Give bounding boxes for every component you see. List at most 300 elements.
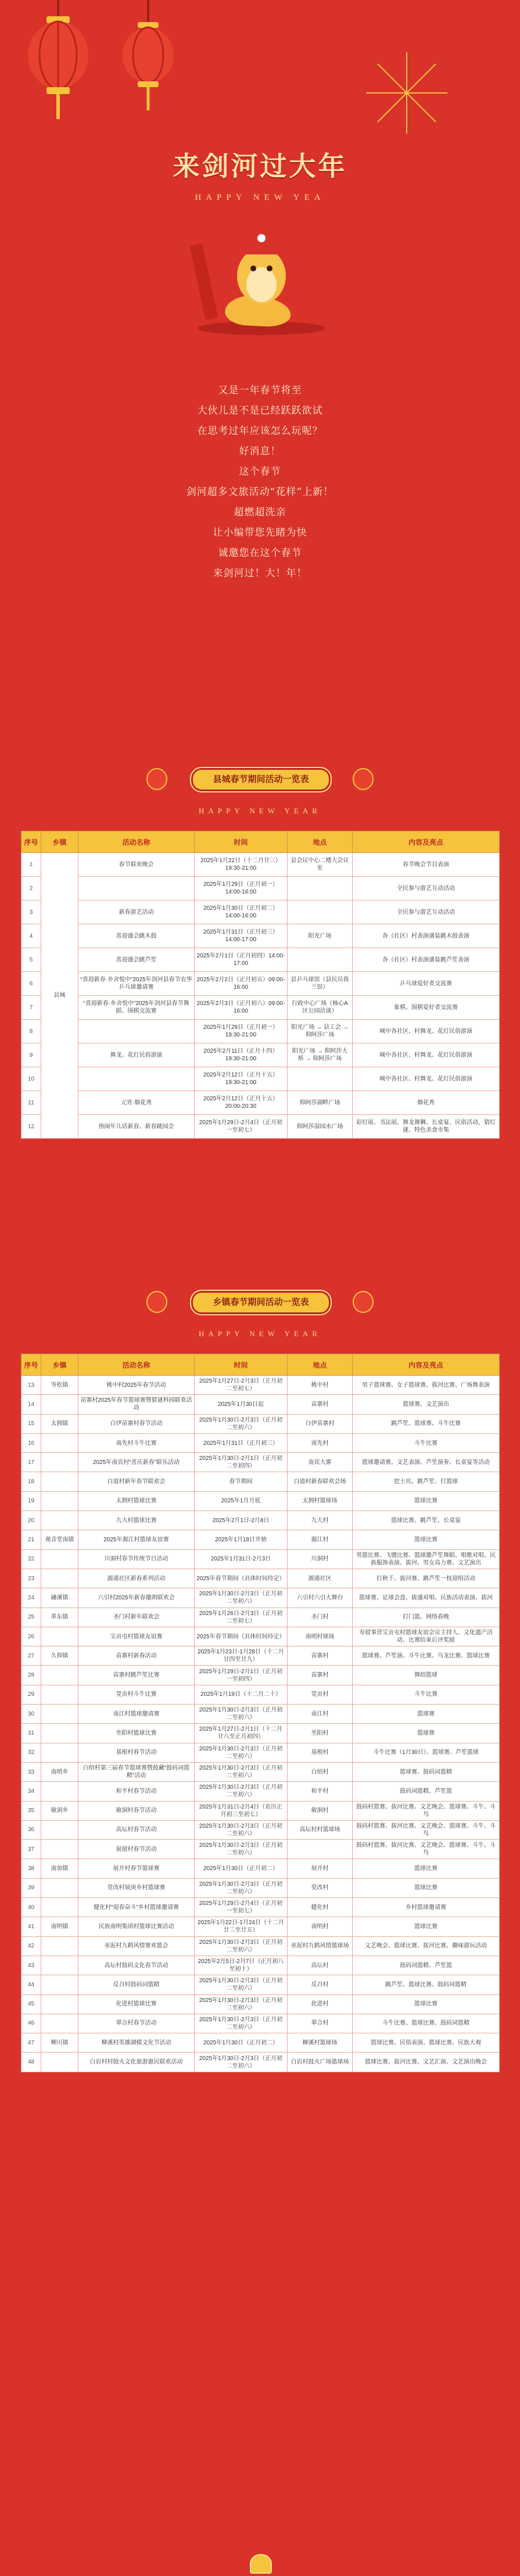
table-cell: 2025年1月19日（十二月二十） bbox=[195, 1685, 288, 1704]
table-row bbox=[21, 924, 500, 948]
table-cell: “喜迎新春·乡舍悦中”2025年剑河县春节舞蹈、围棋交流赛 bbox=[78, 996, 195, 1020]
table-cell: 跳芦笙、篮球赛、斗牛比赛 bbox=[353, 1414, 500, 1433]
table-cell: 2025年1月27日-2月1日（十二月廿八至正月初四） bbox=[195, 1724, 288, 1743]
table-cell: 25 bbox=[21, 1608, 41, 1627]
table-cell: 坐阳村篮球比赛 bbox=[78, 1724, 195, 1743]
table-cell: 30 bbox=[21, 1705, 41, 1724]
table-cell: 2025年2月2日（正月初五）09:00-16:00 bbox=[195, 972, 288, 996]
table-cell: 2025年1月30日-2月3日（正月初二至初六） bbox=[195, 1414, 288, 1433]
table-row bbox=[21, 1840, 500, 1859]
table-cell: 健化村“迎春奋斗”乡村篮球邀请赛 bbox=[78, 1898, 195, 1917]
table-row bbox=[21, 900, 500, 924]
hero-subtitle: HAPPY NEW YEA bbox=[195, 193, 325, 202]
table-cell: 2025年1月30日-2月3日（正月初二至初六） bbox=[195, 1994, 288, 2014]
table-cell: 乡村篮球邀请赛 bbox=[353, 1898, 500, 1917]
table-cell: 篮球邀请赛、文艺表演、芦笙演奏、长桌宴等活动 bbox=[353, 1453, 500, 1472]
table-cell: 九大村篮球比赛 bbox=[78, 1511, 195, 1530]
table-row bbox=[21, 1067, 500, 1091]
table-row bbox=[21, 1020, 500, 1043]
table-cell bbox=[78, 1067, 195, 1091]
table-cell: 元宵·烟花秀 bbox=[78, 1091, 195, 1115]
table-cell bbox=[41, 1569, 78, 1588]
table-cell: 2025年春节期间（具体时间待定） bbox=[195, 1627, 288, 1646]
table-row bbox=[21, 853, 500, 877]
table-cell: 2025年2月1日-2月8日 bbox=[195, 1511, 288, 1530]
section-title: 县城春节期间活动一览表 bbox=[190, 767, 332, 792]
table-row bbox=[21, 1646, 500, 1666]
table-cell: 象棋、围棋爱好者交流赛 bbox=[353, 996, 500, 1020]
table-cell: 巫泥村九鹤风情篮球场 bbox=[288, 1936, 353, 1956]
table-cell: 白伊苗寨村 bbox=[288, 1414, 353, 1433]
table-cell bbox=[41, 1898, 78, 1917]
table-cell bbox=[41, 1956, 78, 1975]
table-cell: 柳溪村篮球场 bbox=[288, 2033, 353, 2053]
table-cell: 巫泥村九鹤风情赛欢篮会 bbox=[78, 1936, 195, 1956]
table-cell: 南江村 bbox=[288, 1705, 353, 1724]
table-cell: 篮球赛 bbox=[353, 1724, 500, 1743]
table-row bbox=[21, 1414, 500, 1433]
table-cell: 柳川镇 bbox=[41, 2033, 78, 2053]
table-cell: 2025年春节期间（具体时间待定） bbox=[195, 1569, 288, 1588]
table-cell: 2025年1月31日-2月3日 bbox=[195, 1549, 288, 1569]
table-cell: 2025年1月30日-2月3日（正月初二至初六） bbox=[195, 1762, 288, 1781]
hero-banner bbox=[0, 0, 520, 325]
poem-line: 好消息！ bbox=[239, 446, 281, 457]
table-cell: 化进村篮球比赛 bbox=[78, 1994, 195, 2014]
table-row bbox=[21, 1588, 500, 1608]
column-header: 地点 bbox=[288, 1354, 353, 1376]
table-cell: 县会议中心二楼大会议室 bbox=[288, 853, 353, 877]
table-cell bbox=[41, 1936, 78, 1956]
column-header: 活动名称 bbox=[78, 1354, 195, 1376]
table-cell: 仰阿莎湿园水广场 bbox=[288, 1115, 353, 1139]
table-cell: 篮球比赛 bbox=[353, 1491, 500, 1511]
table-cell: 磻溪镇 bbox=[41, 1588, 78, 1608]
table-cell: 2025年1月30日-2月3日（正月初二至初六） bbox=[195, 1840, 288, 1859]
poem-line: 剑河超多文旅活动“花样”上新！ bbox=[186, 486, 334, 498]
snake-mascot-icon bbox=[174, 221, 349, 337]
table-cell: 2025年1月18日开始 bbox=[195, 1530, 288, 1549]
table-cell: 党贡村 bbox=[288, 1685, 353, 1704]
table-cell: 2025年1月31日（正月初三） bbox=[195, 1433, 288, 1452]
table-row bbox=[21, 1898, 500, 1917]
table-cell: 舞绍篮球 bbox=[353, 1666, 500, 1685]
table-row bbox=[21, 1685, 500, 1704]
table-cell: 白伊苗寨村春节活动 bbox=[78, 1414, 195, 1433]
table-cell: 19 bbox=[21, 1491, 41, 1511]
table-cell: 喜迎盛会跳芦笙 bbox=[78, 948, 195, 972]
table-cell: 2025年1月月底 bbox=[195, 1491, 288, 1511]
table-cell: 阳光广场 → 仰阿莎大桥 → 仰阿莎广场 bbox=[288, 1043, 353, 1067]
table-cell: 鼓码词篮精、芦笙篮 bbox=[353, 1956, 500, 1975]
table-cell: 2025年1月29日-2月4日（正月初一至初七） bbox=[195, 1898, 288, 1917]
table-cell: 川洞村 bbox=[288, 1549, 353, 1569]
table-cell: 37 bbox=[21, 1840, 41, 1859]
table-cell: 党贡村斗牛比赛 bbox=[78, 1685, 195, 1704]
table-cell: 观音堂南镇 bbox=[41, 1530, 78, 1549]
table-cell: 2025年1月31日（正月初三）14:00-17:00 bbox=[195, 924, 288, 948]
table-cell: 斗牛比赛（1月30日）、篮球赛、芦笙篮球 bbox=[353, 1743, 500, 1762]
table-cell: 白道村新春联欢会场 bbox=[288, 1472, 353, 1491]
table-cell bbox=[41, 2014, 78, 2033]
poem-line: 在思考过年应该怎么玩呢？ bbox=[197, 425, 323, 437]
table-row bbox=[21, 1936, 500, 1956]
table-cell: 14 bbox=[21, 1395, 41, 1414]
table-cell: 久仰镇 bbox=[41, 1646, 78, 1666]
table-cell: 斗牛比赛 bbox=[353, 1685, 500, 1704]
table-cell: 2025年1月30日-2月3日（正月初二至初六） bbox=[195, 1588, 288, 1608]
table-cell: 春节晚会节目表演 bbox=[353, 853, 500, 877]
section-title: 乡镇春节期间活动一览表 bbox=[190, 1290, 332, 1315]
poem-line: 超燃超洗亲 bbox=[234, 507, 286, 518]
table-cell: 南加镇 bbox=[41, 1859, 78, 1878]
table-cell bbox=[288, 1840, 353, 1859]
table-cell: 县城 bbox=[41, 853, 78, 1139]
table-cell: 舞龙、花灯民俗游演 bbox=[78, 1043, 195, 1067]
table-cell: 九大村 bbox=[288, 1511, 353, 1530]
table-cell: 31 bbox=[21, 1724, 41, 1743]
table-row bbox=[21, 2053, 500, 2072]
table-row bbox=[21, 948, 500, 972]
table-cell: 9 bbox=[21, 1043, 41, 1067]
table-cell: 城中各社区、村舞龙、花灯民俗游演 bbox=[353, 1020, 500, 1043]
table-cell: 2025年1月30日-2月3日（正月初二至初六） bbox=[195, 1975, 288, 1994]
lantern-icon bbox=[145, 1287, 168, 1316]
table-cell: 篮球赛 bbox=[353, 1705, 500, 1724]
table-row bbox=[21, 877, 500, 900]
table-cell: 篮球赛、文艺演出 bbox=[353, 1395, 500, 1414]
table-cell: 篮球比赛 bbox=[353, 1878, 500, 1897]
table-cell: 2025年1月30日-2月3日（正月初二至初六） bbox=[195, 1936, 288, 1956]
table-cell: 岑松镇 bbox=[41, 1376, 78, 1395]
table-cell bbox=[41, 1511, 78, 1530]
table-cell: 仰阿莎湖畔广场 bbox=[288, 1091, 353, 1115]
table-cell: 2025年1月30日-2月3日（正月初二至初六） bbox=[195, 2053, 288, 2072]
table-cell: 24 bbox=[21, 1588, 41, 1608]
table-cell: 乒乓球爱好者交流赛 bbox=[353, 972, 500, 996]
table-cell: 39 bbox=[21, 1878, 41, 1897]
table-row bbox=[21, 1859, 500, 1878]
table-cell: 各（社区）村表演盛装跳木鼓表演 bbox=[353, 924, 500, 948]
table-cell: 太拥村篮球比赛 bbox=[78, 1491, 195, 1511]
poem-line: 这个春节 bbox=[239, 466, 281, 478]
table-cell: 2025年1月22日-1月24日（十二月廿三至廿五） bbox=[195, 1917, 288, 1936]
table-row bbox=[21, 1043, 500, 1067]
table-cell: 16 bbox=[21, 1433, 41, 1452]
table-cell: 南江村篮球邀请赛 bbox=[78, 1705, 195, 1724]
table-cell: 圣门村新年联欢会 bbox=[78, 1608, 195, 1627]
table-cell: 白岩村鼓火广场篮球场 bbox=[288, 2053, 353, 2072]
table-cell: 35 bbox=[21, 1801, 41, 1820]
table-cell: 党改村 bbox=[288, 1878, 353, 1897]
table-cell bbox=[41, 1472, 78, 1491]
table-cell: 11 bbox=[21, 1091, 41, 1115]
table-row bbox=[21, 1627, 500, 1646]
table-cell: 41 bbox=[21, 1917, 41, 1936]
table-cell: 圣门村 bbox=[288, 1608, 353, 1627]
table-cell: 苗寨村2025年春节篮球赛暨猜谜科园联欢活动 bbox=[78, 1395, 195, 1414]
table-cell: 3 bbox=[21, 900, 41, 924]
table-cell: 17 bbox=[21, 1453, 41, 1472]
table-cell: 男子篮球赛、女子篮球赛、拔河比赛、广场舞表演 bbox=[353, 1376, 500, 1395]
table-cell: 和平村 bbox=[288, 1782, 353, 1801]
table-row bbox=[21, 1491, 500, 1511]
table-cell: 篮球比赛 bbox=[353, 1859, 500, 1878]
table-cell: 18 bbox=[21, 1472, 41, 1491]
table-cell: 10 bbox=[21, 1067, 41, 1091]
table-cell: 斗牛比赛、篮球比赛、鼓码词篮精 bbox=[353, 2014, 500, 2033]
table-cell bbox=[41, 1666, 78, 1685]
table-row bbox=[21, 1724, 500, 1743]
table-cell: 2025年1月30日-2月3日（正月初二至初六） bbox=[195, 2014, 288, 2033]
table-cell: 29 bbox=[21, 1685, 41, 1704]
table-cell: 2025年1月30日（正月初二） bbox=[195, 2033, 288, 2053]
table-cell: 篮球比赛 bbox=[353, 1994, 500, 2014]
firework-icon bbox=[360, 46, 453, 139]
table-cell: 文艺晚会、篮球比赛、拔河比赛、趣味游玩活动 bbox=[353, 1936, 500, 1956]
table-row bbox=[21, 1395, 500, 1414]
table-cell: 2025年1月30日-2月3日（正月初二至初六） bbox=[195, 1878, 288, 1897]
table-cell bbox=[41, 1685, 78, 1704]
table-cell: 县乒乓球馆（县民员我兰馆） bbox=[288, 972, 353, 996]
table-row bbox=[21, 1453, 500, 1472]
table-cell: 2025年1月30日（正月初二）14:00-16:00 bbox=[195, 900, 288, 924]
table-row bbox=[21, 1549, 500, 1569]
table-cell: 20 bbox=[21, 1511, 41, 1530]
table-cell: 2025年2月5日-2月7日（正月初八至初十） bbox=[195, 1956, 288, 1975]
column-header: 时间 bbox=[195, 831, 288, 853]
table-cell: 44 bbox=[21, 1975, 41, 1994]
table-cell: 8 bbox=[21, 1020, 41, 1043]
table-row bbox=[21, 2014, 500, 2033]
table-cell: 2025年源江村篮球友谊赛 bbox=[78, 1530, 195, 1549]
table-cell: 革东镇 bbox=[41, 1608, 78, 1627]
column-header: 乡镇 bbox=[41, 831, 78, 853]
table-cell: 各（社区）村表演盛装跳芦笙表演 bbox=[353, 948, 500, 972]
table-row bbox=[21, 1569, 500, 1588]
table-cell: 源通社区 bbox=[288, 1569, 353, 1588]
table-row bbox=[21, 1091, 500, 1115]
table-cell: 篮球赛、鼓码词篮精 bbox=[353, 1762, 500, 1781]
table-cell: 2025年1月29日（正月初一）14:00-16:00 bbox=[195, 877, 288, 900]
table-cell: 民族南明集团村篮球比赛活动 bbox=[78, 1917, 195, 1936]
table-cell: 川洞村春节传统节日活动 bbox=[78, 1549, 195, 1569]
table-cell: 柳溪村英雄湖模文化节活动 bbox=[78, 2033, 195, 2053]
table-cell: 2025年1月30日（正月初二） bbox=[195, 1859, 288, 1878]
table-cell bbox=[288, 900, 353, 924]
table-row bbox=[21, 972, 500, 996]
column-header: 序号 bbox=[21, 831, 41, 853]
table-cell: 展开村春节篮球赛 bbox=[78, 1859, 195, 1878]
table-cell bbox=[41, 1782, 78, 1801]
table-row bbox=[21, 1975, 500, 1994]
table-cell: 基根村春节活动 bbox=[78, 1743, 195, 1762]
table-cell: 篮球赛、足球会盘、拔盛对唱、民族活动表演、拔河 bbox=[353, 1588, 500, 1608]
table-cell: 5 bbox=[21, 948, 41, 972]
table-cell bbox=[288, 948, 353, 972]
table-cell: 28 bbox=[21, 1666, 41, 1685]
table-row bbox=[21, 1917, 500, 1936]
lantern-icon bbox=[352, 765, 375, 794]
table-cell: 春节联欢晚会 bbox=[78, 853, 195, 877]
table-cell: 2025年1月30日-2月3日（正月初二至初六） bbox=[195, 1820, 288, 1839]
table-cell bbox=[41, 1743, 78, 1762]
table-cell bbox=[41, 1627, 78, 1646]
table-cell: 阳光广场 → 县工会 → 仰阿莎广场 bbox=[288, 1020, 353, 1043]
table-cell: 白绍村 bbox=[288, 1762, 353, 1781]
table-cell: 26 bbox=[21, 1627, 41, 1646]
table-cell bbox=[41, 1491, 78, 1511]
column-header: 时间 bbox=[195, 1354, 288, 1376]
table-cell: 2025年1月30日起 bbox=[195, 1395, 288, 1414]
table-cell: 敏洞乡 bbox=[41, 1801, 78, 1820]
section-subtitle: HAPPY NEW YEAR bbox=[199, 1329, 321, 1338]
table-cell: 坐阳村 bbox=[288, 1724, 353, 1743]
section-banner bbox=[0, 761, 520, 825]
table-cell: 鼓码村篮赛、拔河比赛、文艺晚会、篮球赛、斗牛、斗鸟 bbox=[353, 1840, 500, 1859]
table-row bbox=[21, 1705, 500, 1724]
county-events-table bbox=[21, 831, 499, 1139]
table-cell: 热闹年儿话新春、新春跳园会 bbox=[78, 1115, 195, 1139]
table-row bbox=[21, 2033, 500, 2053]
table-cell: 党改村展庚乡村篮球赛 bbox=[78, 1878, 195, 1897]
table-cell: 城中各社区、村舞龙、花灯民俗游演 bbox=[353, 1067, 500, 1091]
table-cell: 34 bbox=[21, 1782, 41, 1801]
lantern-icon bbox=[23, 0, 93, 122]
table-cell: 36 bbox=[21, 1820, 41, 1839]
table-body bbox=[21, 1376, 500, 2072]
table-cell: 2025年1月29日-2月1日（正月初一至初四） bbox=[195, 1666, 288, 1685]
table-cell: 2025年2月12日（正月十五）20:00-20:30 bbox=[195, 1091, 288, 1115]
table-row bbox=[21, 1115, 500, 1139]
table-row bbox=[21, 1511, 500, 1530]
table-cell: 40 bbox=[21, 1898, 41, 1917]
table-row bbox=[21, 1608, 500, 1627]
table-cell: 白岩村村鼓火文化旅游惠民联欢活动 bbox=[78, 2053, 195, 2072]
table-cell: 全民参与游艺互动活动 bbox=[353, 877, 500, 900]
table-row bbox=[21, 1530, 500, 1549]
poem-line: 来剑河过！大！年！ bbox=[213, 568, 307, 579]
table-cell: 打秋千、拔河赛、跳芦笙一枝迎绢活动 bbox=[353, 1569, 500, 1588]
table-cell: 32 bbox=[21, 1743, 41, 1762]
table-cell: 南宾大寨 bbox=[288, 1453, 353, 1472]
table-cell: 敏洞村春节活动 bbox=[78, 1801, 195, 1820]
table-cell: 太拥村篮球场 bbox=[288, 1491, 353, 1511]
table-cell: 男篮比赛、飞毽比赛、篮球邀芦笙舞蹈、唱歌对唱、民族服饰表演、拔河、男女高力赛、文艺演出 bbox=[353, 1549, 500, 1569]
table-cell: 45 bbox=[21, 1994, 41, 2014]
table-cell: 南先村 bbox=[288, 1433, 353, 1452]
table-cell bbox=[41, 1840, 78, 1859]
table-cell: 33 bbox=[21, 1762, 41, 1781]
table-cell: 寿驳事营宝贡屯村篮球友谊会议主持人、文化遗产活动、比赛结束后评奖励 bbox=[353, 1627, 500, 1646]
table-row bbox=[21, 1433, 500, 1452]
table-cell: 鼓码村篮赛、拔河比赛、文艺晚会、篮球赛、斗牛、斗鸟 bbox=[353, 1801, 500, 1820]
table-cell bbox=[41, 1549, 78, 1569]
table-cell: 南明镇 bbox=[41, 1917, 78, 1936]
table-cell: 烟花秀 bbox=[353, 1091, 500, 1115]
table-cell: 篮球比赛 bbox=[353, 1917, 500, 1936]
poem-line: 让小编带您先睹为快 bbox=[213, 527, 307, 539]
table-cell: 城中各社区、村舞龙、花灯民俗游演 bbox=[353, 1043, 500, 1067]
poem-line: 又是一年春节将至 bbox=[218, 385, 302, 396]
table-cell: 苗寨村跳芦笙比赛 bbox=[78, 1666, 195, 1685]
table-row bbox=[21, 1666, 500, 1685]
table-cell: 43 bbox=[21, 1956, 41, 1975]
table-cell: 苗寨村新春活动 bbox=[78, 1646, 195, 1666]
table-cell: 2025年1月30日-2月1日（正月初二至初四） bbox=[195, 1453, 288, 1472]
table-cell: 鼓码词篮精、芦笙篮 bbox=[353, 1782, 500, 1801]
table-cell: 2 bbox=[21, 877, 41, 900]
table-cell bbox=[41, 1433, 78, 1452]
table-body bbox=[21, 853, 500, 1139]
township-events-table bbox=[21, 1354, 499, 2072]
table-cell bbox=[41, 1975, 78, 1994]
intro-poem bbox=[0, 381, 520, 584]
table-cell bbox=[41, 1724, 78, 1743]
section-banner bbox=[0, 1284, 520, 1348]
table-cell: 21 bbox=[21, 1530, 41, 1549]
table-cell: 13 bbox=[21, 1376, 41, 1395]
table-cell: 2025年2月11日（正月十四）19:30-21:00 bbox=[195, 1043, 288, 1067]
table-cell: 展开村 bbox=[288, 1859, 353, 1878]
table-cell: 篮球比赛、拔河比赛、文艺汇演、文艺演出晚会 bbox=[353, 2053, 500, 2072]
table-cell: 南哨村球场 bbox=[288, 1627, 353, 1646]
table-cell: 2025年1月23日-1月28日（十二月廿四至廿九） bbox=[195, 1646, 288, 1666]
hero-title: 来剑河过大年 bbox=[173, 150, 347, 182]
table-cell: 2025年1月26日-2月3日（正月初二至初七） bbox=[195, 1608, 288, 1627]
table-cell: 六引村六引大舞台 bbox=[288, 1588, 353, 1608]
table-cell: 2025年1月27日-2月3日（正月初二至初七） bbox=[195, 1376, 288, 1395]
table-cell: 基根村 bbox=[288, 1743, 353, 1762]
table-cell: 反召村鼓码词篮精 bbox=[78, 1975, 195, 1994]
table-cell: 苗寨村 bbox=[288, 1646, 353, 1666]
table-cell: 挖土坑、跳芦笙、打篮球 bbox=[353, 1472, 500, 1491]
column-header: 序号 bbox=[21, 1354, 41, 1376]
table-cell: 12 bbox=[21, 1115, 41, 1139]
table-cell bbox=[41, 1820, 78, 1839]
table-row bbox=[21, 1956, 500, 1975]
table-cell: 行政中心广场（核心A区公园洽谈） bbox=[288, 996, 353, 1020]
table-cell bbox=[78, 877, 195, 900]
table-cell: 46 bbox=[21, 2014, 41, 2033]
table-row bbox=[21, 1472, 500, 1491]
table-cell: 高坛村鼓码文化春节活动 bbox=[78, 1956, 195, 1975]
table-cell bbox=[288, 877, 353, 900]
table-cell: 桃中村 bbox=[288, 1376, 353, 1395]
table-cell: 白绍村第三届春节篮球赛暨鼓藏“鼓码词篮精”活动 bbox=[78, 1762, 195, 1781]
table-cell: 2025年2月12日（正月十五）19:30-21:00 bbox=[195, 1067, 288, 1091]
table-cell: 篮球比赛、跳芦笙、长桌宴 bbox=[353, 1511, 500, 1530]
table-row bbox=[21, 1782, 500, 1801]
table-cell bbox=[41, 1705, 78, 1724]
table-cell: 源江村 bbox=[288, 1530, 353, 1549]
table-cell: 2025年1月22日（十二月廿三）19:30-21:00 bbox=[195, 853, 288, 877]
table-cell: 和平村春节活动 bbox=[78, 1782, 195, 1801]
table-cell: 健化村 bbox=[288, 1898, 353, 1917]
table-cell: 白道村新年春节联欢会 bbox=[78, 1472, 195, 1491]
table-cell: 春节期间 bbox=[195, 1472, 288, 1491]
table-cell: 苗寨村 bbox=[288, 1666, 353, 1685]
table-cell: 22 bbox=[21, 1549, 41, 1569]
table-cell: 2025年1月29日（正月初一）19:30-21:00 bbox=[195, 1020, 288, 1043]
table-cell bbox=[41, 1878, 78, 1897]
poem-line: 大伙儿是不是已经跃跃欲试 bbox=[197, 405, 323, 417]
table-cell bbox=[78, 1020, 195, 1043]
table-cell: 打门篮、网络春晚 bbox=[353, 1608, 500, 1627]
lantern-icon bbox=[145, 765, 168, 794]
table-cell: 47 bbox=[21, 2033, 41, 2053]
table-cell: 化进村 bbox=[288, 1994, 353, 2014]
